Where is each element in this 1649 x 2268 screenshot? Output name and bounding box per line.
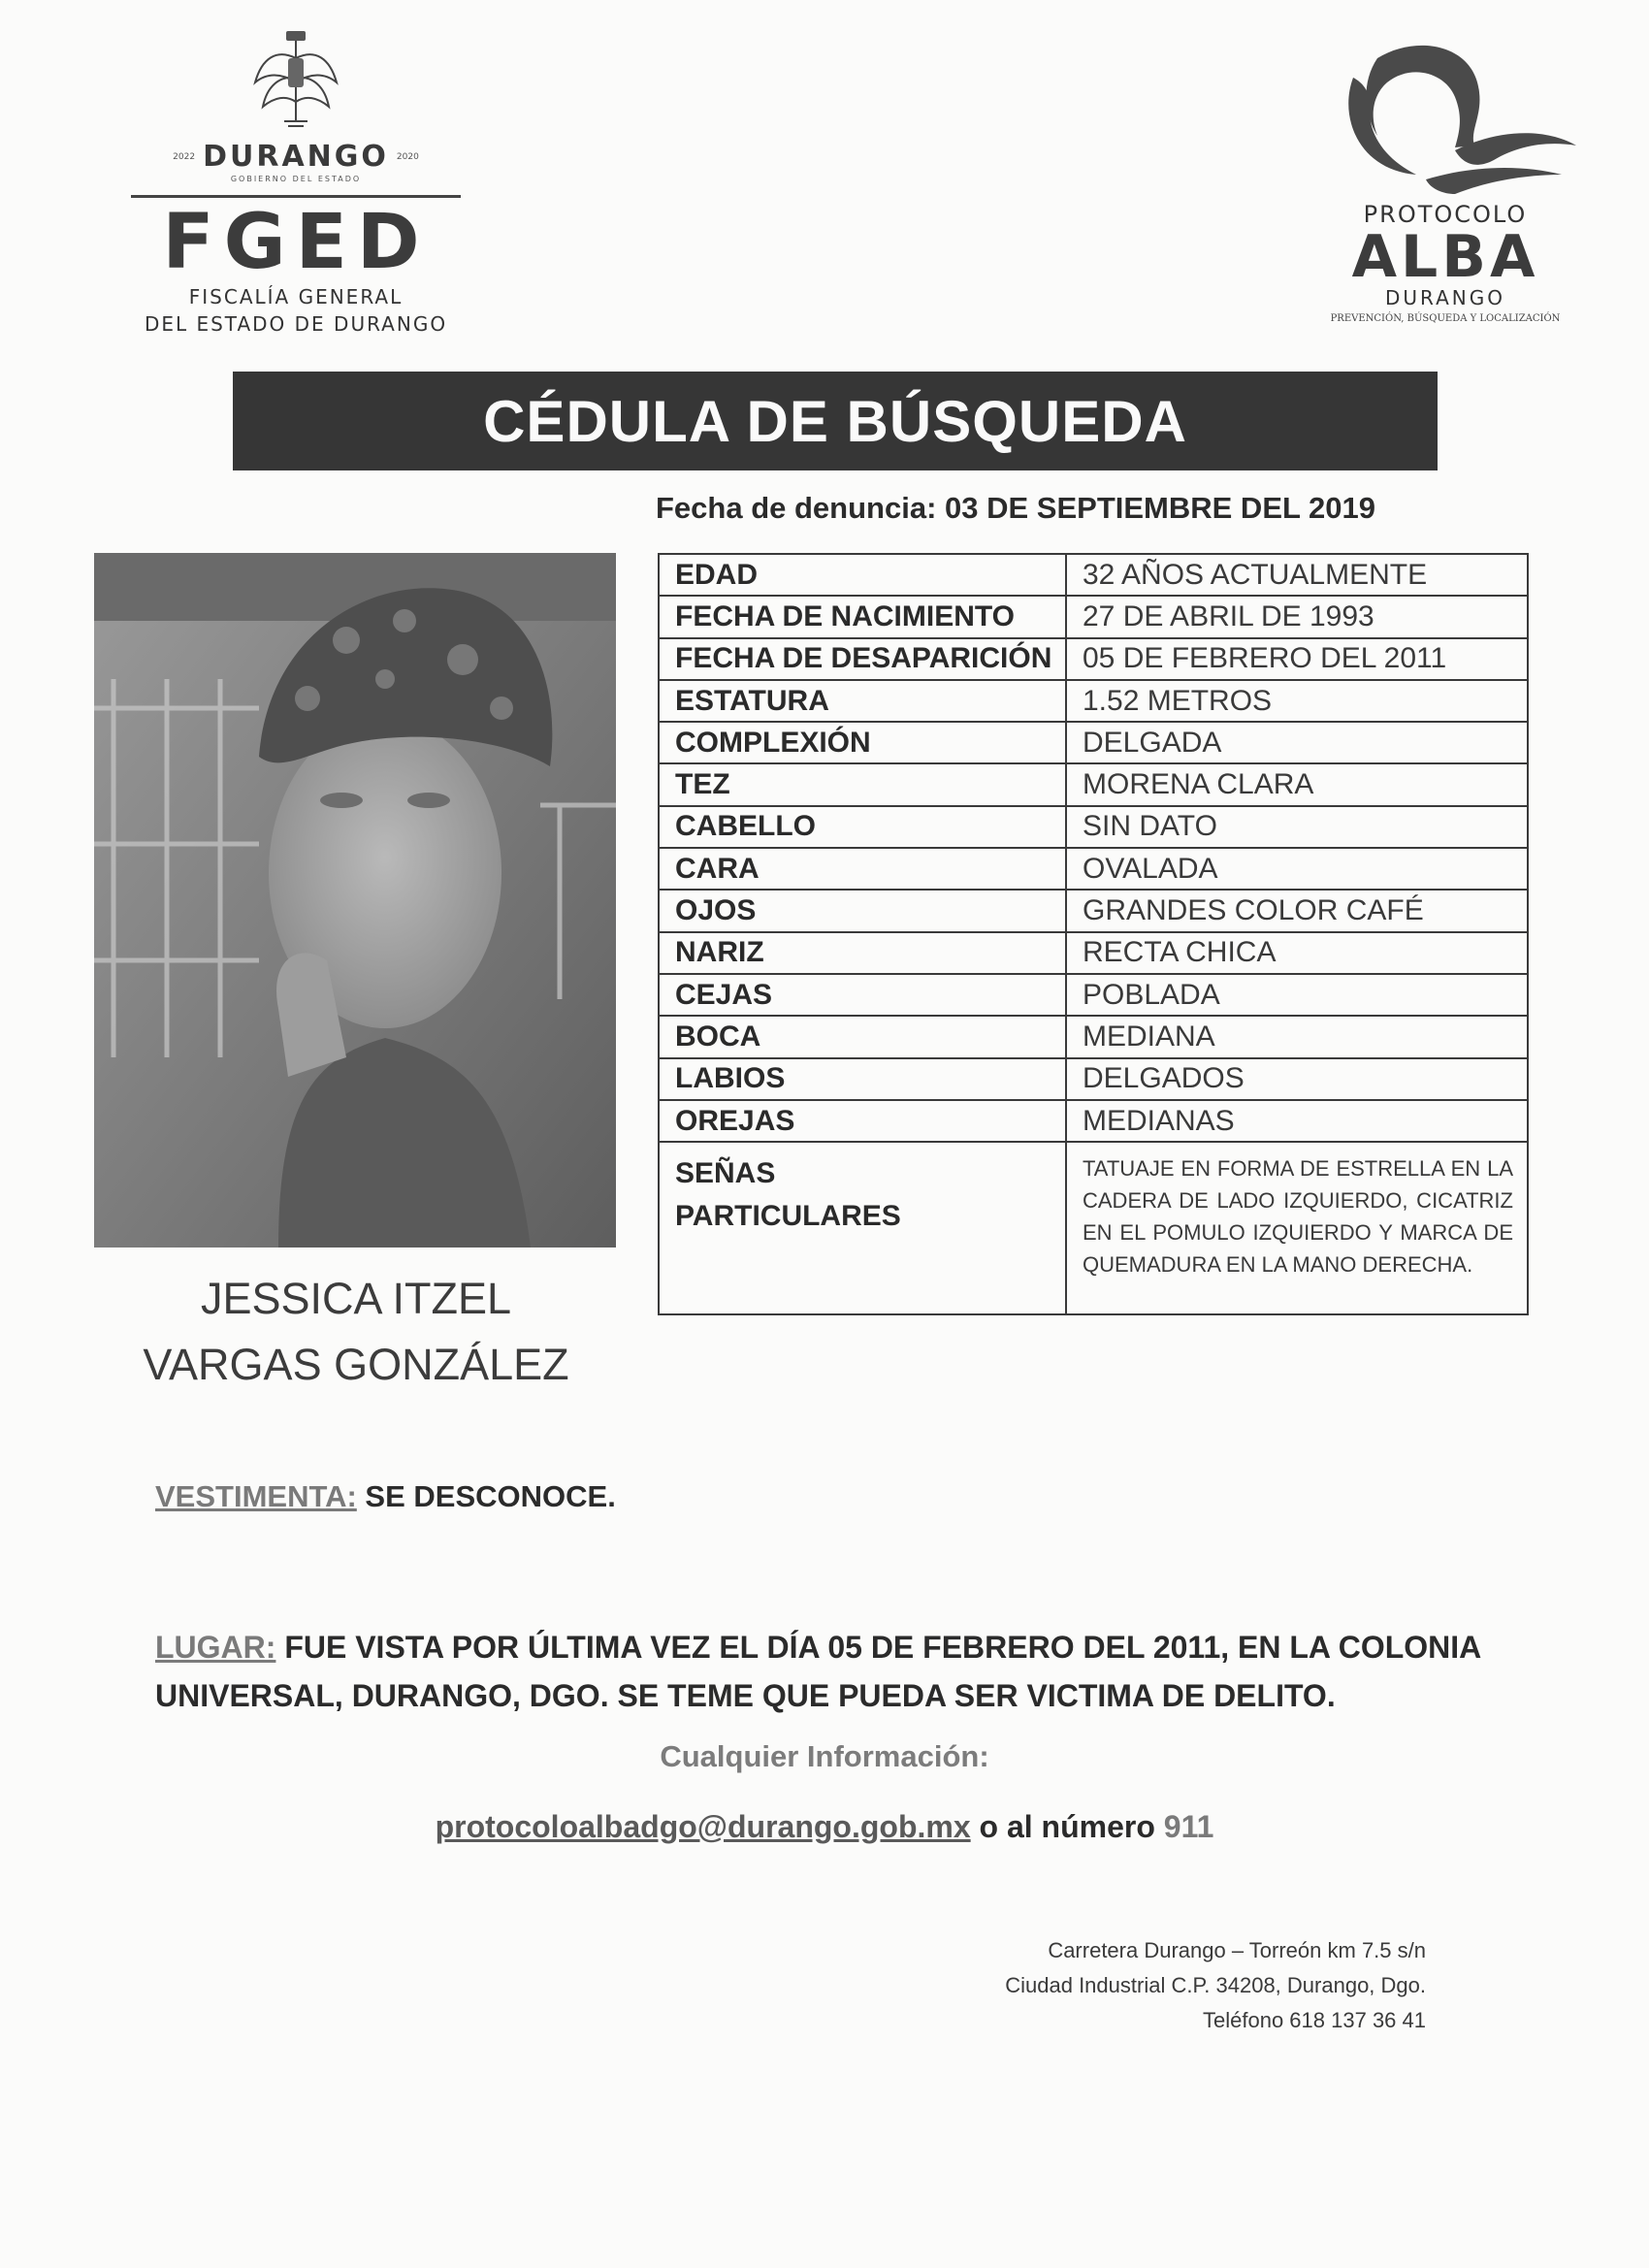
fecha-denuncia: Fecha de denuncia: 03 DE SEPTIEMBRE DEL 2019 xyxy=(656,491,1375,525)
table-row xyxy=(659,848,1528,890)
table-row xyxy=(659,596,1528,637)
protocolo-alba-logo xyxy=(1310,39,1581,330)
logo-protocolo-text: PROTOCOLO xyxy=(1363,201,1528,228)
state-emblem-icon xyxy=(238,29,354,136)
contact-connector: o al número xyxy=(970,1809,1164,1844)
table-row xyxy=(659,890,1528,931)
field-label: OREJAS xyxy=(659,1100,1066,1142)
person-photo-icon xyxy=(94,553,616,1247)
table-row xyxy=(659,932,1528,974)
field-label: LABIOS xyxy=(659,1058,1066,1100)
vestimenta-label: VESTIMENTA: xyxy=(155,1479,357,1513)
logo-alba-text: ALBA xyxy=(1351,223,1539,291)
field-value: 32 AÑOS ACTUALMENTE xyxy=(1066,554,1528,596)
lugar-section xyxy=(155,1623,1552,1720)
field-value: DELGADA xyxy=(1066,722,1528,763)
field-label: CARA xyxy=(659,848,1066,890)
field-value: SIN DATO xyxy=(1066,806,1528,848)
logo-year-right: 2020 xyxy=(396,151,419,162)
table-row xyxy=(659,806,1528,848)
missing-person-photo xyxy=(94,553,616,1247)
senas-label-line2: PARTICULARES xyxy=(675,1200,901,1233)
senas-label-line1: SEÑAS xyxy=(675,1157,776,1190)
field-value: 05 DE FEBRERO DEL 2011 xyxy=(1066,638,1528,680)
address-line2: Ciudad Industrial C.P. 34208, Durango, Dgo. xyxy=(1005,1973,1426,1997)
person-name-line1: JESSICA ITZEL xyxy=(200,1274,512,1323)
table-row xyxy=(659,680,1528,722)
field-label: EDAD xyxy=(659,554,1066,596)
field-label: COMPLEXIÓN xyxy=(659,722,1066,763)
senas-value: TATUAJE EN FORMA DE ESTRELLA EN LA CADERA DE LADO IZQUIERDO, CICATRIZ EN EL POMULO IZQUIERDO Y MARCA DE QUEMADURA EN LA MANO DERECHA. xyxy=(1066,1142,1528,1314)
field-label: BOCA xyxy=(659,1016,1066,1057)
logo-fiscalia-line1: FISCALÍA GENERAL xyxy=(188,285,404,308)
field-value: 1.52 METROS xyxy=(1066,680,1528,722)
field-value: MORENA CLARA xyxy=(1066,763,1528,805)
field-value: POBLADA xyxy=(1066,974,1528,1016)
fged-logo xyxy=(126,29,466,336)
datos-table xyxy=(658,553,1529,1315)
logo-alba-tagline: PREVENCIÓN, BÚSQUEDA Y LOCALIZACIÓN xyxy=(1330,313,1561,324)
table-row xyxy=(659,722,1528,763)
table-row xyxy=(659,1016,1528,1057)
document-title-bar xyxy=(233,372,1438,470)
table-row xyxy=(659,1058,1528,1100)
table-row xyxy=(659,638,1528,680)
field-label: FECHA DE NACIMIENTO xyxy=(659,596,1066,637)
table-row xyxy=(659,974,1528,1016)
logo-divider xyxy=(131,195,461,198)
logo-durango-wordmark: DURANGO xyxy=(203,140,389,174)
address-line1: Carretera Durango – Torreón km 7.5 s/n xyxy=(1048,1938,1426,1962)
field-value: 27 DE ABRIL DE 1993 xyxy=(1066,596,1528,637)
field-value: GRANDES COLOR CAFÉ xyxy=(1066,890,1528,931)
logo-fged-acronym: FGED xyxy=(162,199,430,286)
field-value: OVALADA xyxy=(1066,848,1528,890)
field-value: RECTA CHICA xyxy=(1066,932,1528,974)
logo-alba-durango-text: DURANGO xyxy=(1384,286,1505,309)
logo-year-left: 2022 xyxy=(173,151,196,162)
person-name xyxy=(94,1266,618,1398)
field-value: MEDIANA xyxy=(1066,1016,1528,1057)
logo-gobierno-text: GOBIERNO DEL ESTADO xyxy=(230,175,362,183)
table-row xyxy=(659,554,1528,596)
field-value: MEDIANAS xyxy=(1066,1100,1528,1142)
contact-email-link[interactable]: protocoloalbadgo@durango.gob.mx xyxy=(435,1809,971,1844)
lugar-label: LUGAR: xyxy=(155,1630,276,1665)
field-label: FECHA DE DESAPARICIÓN xyxy=(659,638,1066,680)
field-label: TEZ xyxy=(659,763,1066,805)
field-label: NARIZ xyxy=(659,932,1066,974)
vestimenta-section xyxy=(155,1479,616,1514)
table-row xyxy=(659,763,1528,805)
address-block xyxy=(873,1933,1426,2038)
vestimenta-text: SE DESCONOCE. xyxy=(356,1479,616,1513)
document-title: CÉDULA DE BÚSQUEDA xyxy=(483,388,1187,454)
contact-phone-number: 911 xyxy=(1163,1809,1214,1844)
lugar-text: FUE VISTA POR ÚLTIMA VEZ EL DÍA 05 DE FEBRERO DEL 2011, EN LA COLONIA UNIVERSAL, DURANGO, DGO. SE TEME QUE PUEDA SER VICTIMA DE DELITO. xyxy=(155,1630,1481,1713)
field-label: OJOS xyxy=(659,890,1066,931)
table-row-senas xyxy=(659,1142,1528,1314)
contact-line xyxy=(0,1809,1649,1845)
field-value: DELGADOS xyxy=(1066,1058,1528,1100)
logo-fiscalia-line2: DEL ESTADO DE DURANGO xyxy=(144,312,448,336)
senas-label xyxy=(659,1142,1066,1314)
field-label: CABELLO xyxy=(659,806,1066,848)
contact-heading: Cualquier Información: xyxy=(660,1739,989,1773)
person-name-line2: VARGAS GONZÁLEZ xyxy=(143,1340,569,1389)
woman-profile-icon xyxy=(1310,39,1581,199)
field-label: ESTATURA xyxy=(659,680,1066,722)
address-phone: Teléfono 618 137 36 41 xyxy=(1203,2008,1426,2032)
table-row xyxy=(659,1100,1528,1142)
field-label: CEJAS xyxy=(659,974,1066,1016)
